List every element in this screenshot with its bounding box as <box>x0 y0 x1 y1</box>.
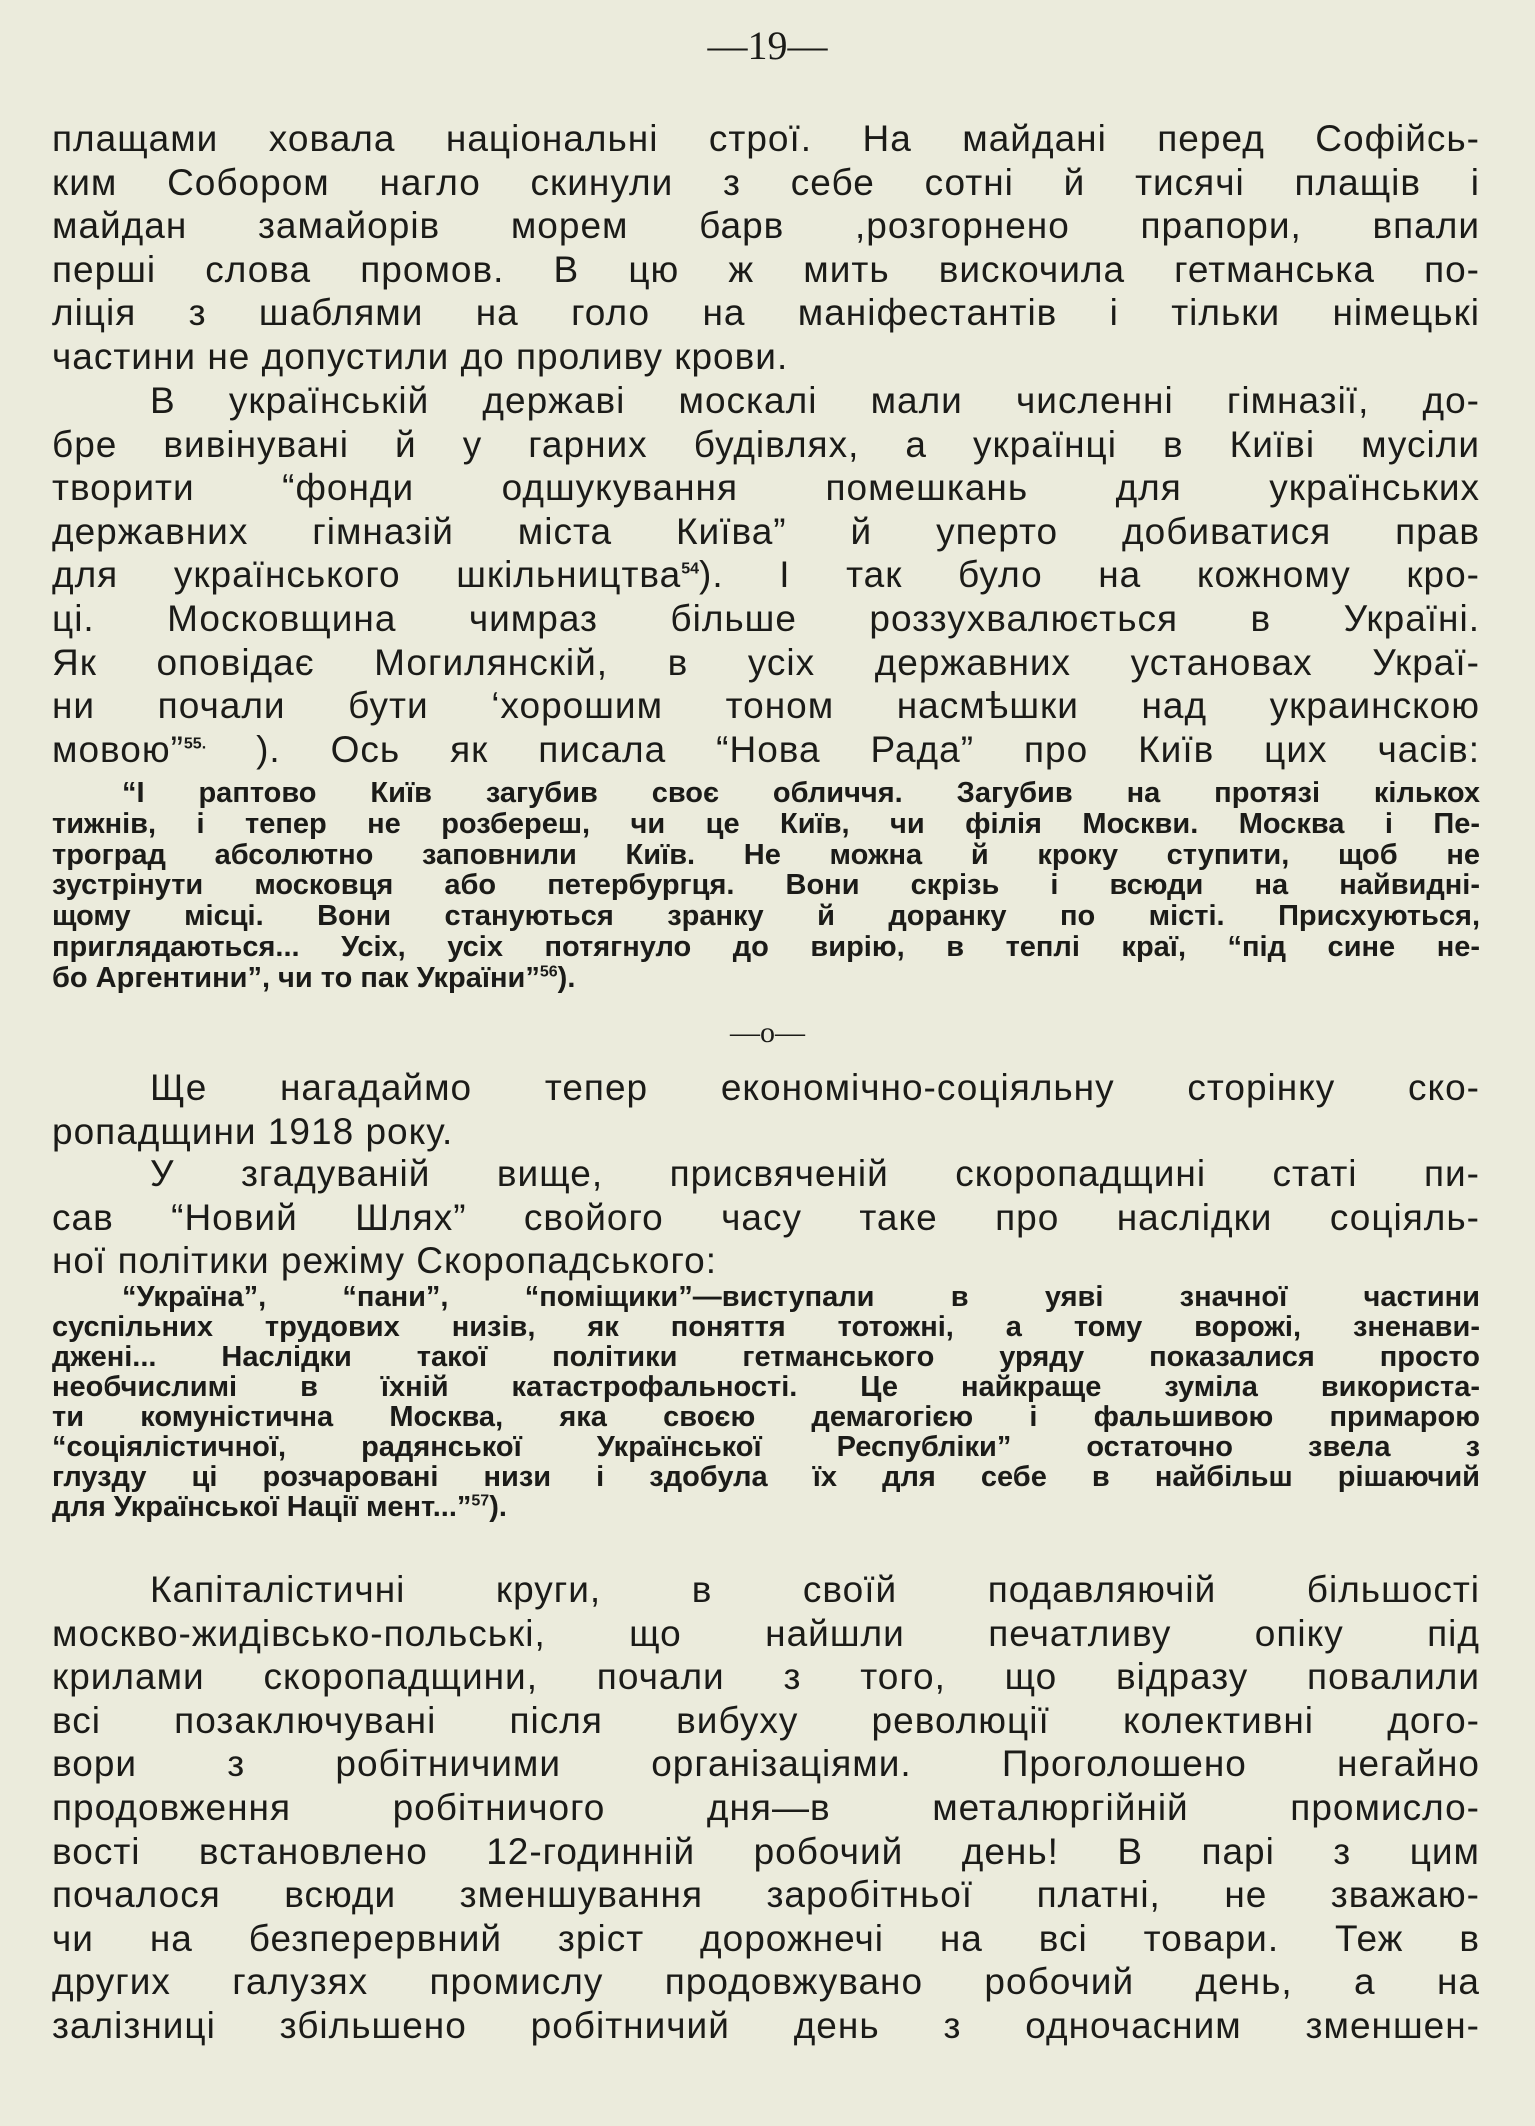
text-line: творити “фонди одшукування помешкань для українських <box>52 467 1480 509</box>
footnote-ref: 55. <box>183 735 207 753</box>
text-line: продовження робітничого дня—в металюргійній промисло- <box>52 1786 1480 1828</box>
text-line: всі позаключувані після вибуху революції колективні дого- <box>52 1699 1480 1741</box>
text-line: вості встановлено 12-годинній робочий день! В парі з цим <box>52 1830 1480 1872</box>
text-line: крилами скоропадщини, почали з того, що відразу повалили <box>52 1656 1480 1698</box>
text-line: бре вивінувані й у гарних будівлях, а українці в Київі мусіли <box>52 423 1480 465</box>
text-line: вори з робітничими організаціями. Проголошено негайно <box>52 1743 1480 1785</box>
text-line: В українській державі москалі мали численні гімназії, до- <box>150 380 1480 421</box>
paragraph-1 <box>52 117 1480 379</box>
text-line: перші слова промов. В цю ж мить вискочила гетманська по- <box>52 248 1480 290</box>
text-segment: для Української Нації мент...” <box>52 1491 472 1523</box>
quote-line: “соціялістичної, радянської Української Республіки” остаточно звела з <box>52 1431 1480 1463</box>
page-number: —19— <box>707 23 828 68</box>
quote-line <box>52 1492 1480 1522</box>
text-line: сав “Новий Шлях” свойого часу таке про наслідки соціяль- <box>52 1196 1480 1238</box>
quote-line: приглядаються... Усіх, усіх потягнуло до вирію, в теплі краї, “під сине не- <box>52 930 1480 963</box>
text-line: ким Собором нагло скинули з себе сотні й тисячі плащів і <box>52 161 1480 203</box>
text-line: москво-жидівсько-польські, що найшли печатливу опіку під <box>52 1612 1480 1654</box>
text-line: почалося всюди зменшування заробітньої платні, не зважаю- <box>52 1874 1480 1916</box>
quote-line: троград абсолютно заповнили Київ. Не можна й кроку ступити, щоб не <box>52 838 1480 871</box>
paragraph-5 <box>52 1568 1480 2048</box>
text-line: ної політики режіму Скоропадського: <box>52 1240 718 1282</box>
text-segment: ). І так було на кожному кро- <box>699 554 1481 596</box>
quote-line: ти комуністична Москва, яка своєю демагогією і фальшивою примарою <box>52 1401 1480 1433</box>
paragraph-4 <box>52 1152 1480 1283</box>
footnote-ref: 56 <box>539 963 558 981</box>
text-line: ліція з шаблями на голо на маніфестантів і тільки німецькі <box>52 292 1480 334</box>
text-line: чи на безперервний зріст дорожнечі на всі товари. Теж в <box>52 1917 1480 1959</box>
block-quote-novyi-shliakh <box>52 1282 1480 1522</box>
text-segment: бо Аргентини”, чи то пак України” <box>52 961 540 994</box>
text-line: Капіталістичні круги, в своїй подавляючій більшості <box>150 1569 1480 1610</box>
text-line: залізниці збільшено робітничий день з одночасним зменшен- <box>52 2004 1480 2046</box>
text-line: державних гімназій міста Київа” й уперто добиватися прав <box>52 510 1480 552</box>
quote-line: джені... Наслідки такої політики гетманського уряду показалися просто <box>52 1341 1480 1373</box>
block-quote-nova-rada <box>52 778 1480 994</box>
text-line: частини не допустили до проливу крови. <box>52 335 789 377</box>
quote-line: зустрінути московця або петербургця. Вони скрізь і всюди на найвидні- <box>52 869 1480 902</box>
quote-line: необчислимі в їхній катастрофальності. Це найкраще зуміла використа- <box>52 1371 1480 1403</box>
text-line: ці. Московщина чимраз більше роззухвалюється в Україні. <box>52 597 1480 639</box>
paragraph-3 <box>52 1066 1480 1153</box>
text-line <box>52 553 1480 597</box>
text-segment: ). <box>489 1491 507 1523</box>
text-line: Ще нагадаймо тепер економічно-соціяльну сторінку ско- <box>150 1067 1480 1108</box>
quote-line: глузду ці розчаровані низи і здобула їх для себе в найбільш рішаючий <box>52 1461 1480 1493</box>
footnote-ref: 57 <box>471 1492 490 1510</box>
quote-line: “Україна”, “пани”, “поміщики”—виступали в уяві значної частини <box>122 1281 1480 1313</box>
text-segment: мовою” <box>52 728 184 770</box>
text-segment: ). Ось як писала “Нова Рада” про Київ цих часів: <box>206 728 1480 770</box>
paragraph-2 <box>52 379 1480 771</box>
text-line: У згадуваній вище, присвяченій скоропадщині статі пи- <box>150 1153 1480 1194</box>
text-segment: для українського шкільництва <box>52 554 682 596</box>
text-line: ропадщини 1918 року. <box>52 1110 454 1152</box>
quote-line: суспільних трудових низів, як поняття тотожні, а тому ворожі, зненави- <box>52 1311 1480 1343</box>
footnote-ref: 54 <box>681 561 700 579</box>
text-line: ни почали бути ‘хорошим тоном насмѣшки над украинскою <box>52 685 1480 727</box>
text-line <box>52 728 1480 772</box>
text-line: майдан замайорів морем барв ,розгорнено прапори, впали <box>52 205 1480 247</box>
quote-line: “І раптово Київ загубив своє обличчя. Загубив на протязі кількох <box>122 777 1480 809</box>
text-line: плащами ховала національні строї. На майдані перед Софійсь- <box>52 118 1480 159</box>
text-segment: ). <box>557 961 576 994</box>
text-line: других галузях промислу продовжувано робочий день, а на <box>52 1961 1480 2003</box>
quote-line <box>52 963 1480 994</box>
quote-line: тижнів, і тепер не розбереш, чи це Київ, чи філія Москви. Москва і Пе- <box>52 807 1480 840</box>
quote-line: щому місці. Вони стануються зранку й доранку по місті. Присхуються, <box>52 900 1480 933</box>
text-line: Як оповідає Могилянскій, в усіх державних установах Украї- <box>52 641 1480 683</box>
section-separator: —о— <box>730 1016 805 1049</box>
